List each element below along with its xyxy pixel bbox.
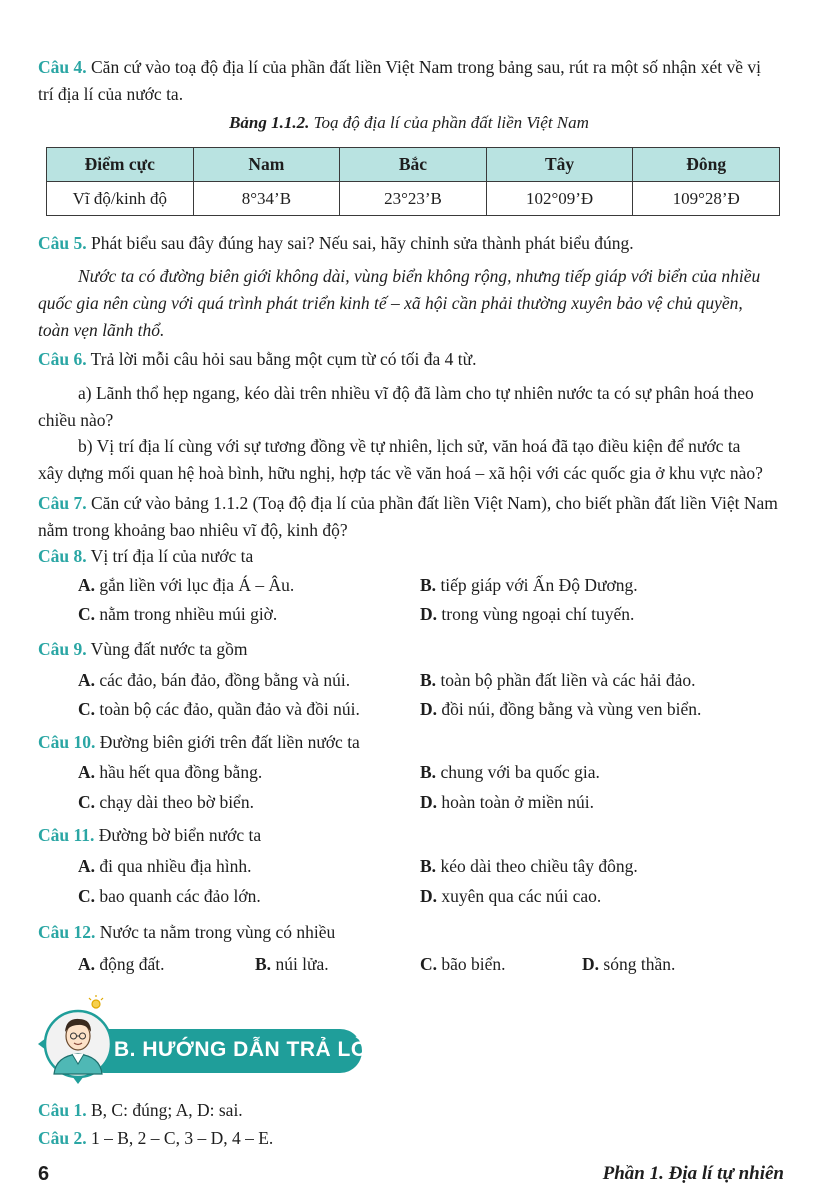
answer-1	[38, 1097, 790, 1124]
option-c[interactable]	[420, 954, 506, 975]
option-letter: B.	[420, 670, 437, 690]
question-text: Vùng đất nước ta gồm	[86, 639, 248, 659]
part-b-line: xây dựng mối quan hệ hoà bình, hữu nghị, hợp tác về văn hoá – xã hội với các quốc gia ở khu vực nào?	[38, 463, 763, 483]
table-cell: 23°23’B	[340, 182, 487, 216]
question-7	[38, 490, 790, 544]
option-c[interactable]	[78, 604, 277, 625]
option-text: kéo dài theo chiều tây đông.	[440, 856, 638, 876]
statement-quote	[38, 263, 798, 344]
option-letter: D.	[420, 792, 438, 812]
option-text: hầu hết qua đồng bằng.	[99, 762, 263, 782]
option-text: toàn bộ các đảo, quần đảo và đồi núi.	[99, 699, 360, 719]
quote-line: Nước ta có đường biên giới không dài, vùng biển không rộng, nhưng tiếp giáp với biển của nhiều	[78, 266, 761, 286]
option-letter: D.	[582, 954, 600, 974]
table-caption	[0, 113, 818, 133]
answer-text: 1 – B, 2 – C, 3 – D, 4 – E.	[86, 1128, 274, 1148]
question-6-part-b	[38, 433, 798, 487]
option-d[interactable]	[582, 954, 675, 975]
option-c[interactable]	[78, 699, 360, 720]
table-cell: 109°28’Đ	[633, 182, 780, 216]
option-b[interactable]	[420, 856, 638, 877]
question-8	[38, 543, 790, 570]
coordinates-table	[46, 147, 780, 216]
part-a-line: a) Lãnh thổ hẹp ngang, kéo dài trên nhiều vĩ độ đã làm cho tự nhiên nước ta có sự phân hoá theo	[78, 383, 754, 403]
option-letter: A.	[78, 575, 96, 595]
quote-line: toàn vẹn lãnh thổ.	[38, 320, 165, 340]
option-text: xuyên qua các núi cao.	[441, 886, 602, 906]
option-b[interactable]	[420, 670, 696, 691]
option-text: núi lửa.	[275, 954, 329, 974]
question-6	[38, 346, 790, 373]
option-text: các đảo, bán đảo, đồng bằng và núi.	[99, 670, 351, 690]
question-number: Câu 6.	[38, 349, 87, 369]
question-number: Câu 8.	[38, 546, 87, 566]
question-text: Căn cứ vào bảng 1.1.2 (Toạ độ địa lí của phần đất liền Việt Nam), cho biết phần đất liền Việt Nam	[86, 493, 778, 513]
question-number: Câu 9.	[38, 639, 87, 659]
question-text-cont: trí địa lí của nước ta.	[38, 84, 184, 104]
table-header-cell: Bắc	[340, 148, 487, 182]
option-text: đồi núi, đồng bằng và vùng ven biển.	[441, 699, 702, 719]
question-12	[38, 919, 790, 946]
question-11	[38, 822, 790, 849]
option-text: tiếp giáp với Ấn Độ Dương.	[440, 575, 638, 595]
option-letter: C.	[78, 792, 96, 812]
option-letter: A.	[78, 670, 96, 690]
question-number: Câu 11.	[38, 825, 95, 845]
question-number: Câu 4.	[38, 57, 87, 77]
option-a[interactable]	[78, 762, 262, 783]
table-header-cell: Điểm cực	[47, 148, 194, 182]
question-number: Câu 12.	[38, 922, 96, 942]
question-text: Trả lời mỗi câu hỏi sau bằng một cụm từ có tối đa 4 từ.	[86, 349, 477, 369]
option-letter: A.	[78, 954, 96, 974]
part-b-line: b) Vị trí địa lí cùng với sự tương đồng về tự nhiên, lịch sử, văn hoá đã tạo điều kiện để nước ta	[78, 436, 741, 456]
option-text: trong vùng ngoại chí tuyến.	[441, 604, 635, 624]
option-text: chạy dài theo bờ biển.	[99, 792, 254, 812]
option-letter: C.	[420, 954, 438, 974]
option-a[interactable]	[78, 575, 294, 596]
option-letter: D.	[420, 604, 438, 624]
option-d[interactable]	[420, 604, 634, 625]
table-header-row	[47, 148, 780, 182]
part-a-line: chiều nào?	[38, 410, 114, 430]
option-letter: D.	[420, 886, 438, 906]
question-number: Câu 10.	[38, 732, 96, 752]
option-letter: B.	[420, 575, 437, 595]
question-text: Đường bờ biển nước ta	[94, 825, 262, 845]
answer-number: Câu 1.	[38, 1100, 87, 1120]
option-a[interactable]	[78, 670, 350, 691]
table-header-cell: Đông	[633, 148, 780, 182]
option-letter: A.	[78, 762, 96, 782]
option-text: gắn liền với lục địa Á – Âu.	[99, 575, 295, 595]
question-4	[38, 54, 790, 108]
option-letter: B.	[420, 856, 437, 876]
question-text: Nước ta nằm trong vùng có nhiều	[95, 922, 336, 942]
option-d[interactable]	[420, 699, 701, 720]
option-a[interactable]	[78, 954, 165, 975]
option-text: bão biển.	[441, 954, 506, 974]
table-row	[47, 182, 780, 216]
option-b[interactable]	[420, 575, 638, 596]
answer-number: Câu 2.	[38, 1128, 87, 1148]
option-b[interactable]	[255, 954, 329, 975]
page-number: 6	[38, 1163, 50, 1185]
table-cell: 102°09’Đ	[486, 182, 633, 216]
option-text: sóng thần.	[603, 954, 676, 974]
table-header-cell: Nam	[193, 148, 340, 182]
question-9	[38, 636, 790, 663]
table-caption-label: Bảng 1.1.2.	[229, 113, 310, 132]
option-c[interactable]	[78, 792, 254, 813]
option-text: toàn bộ phần đất liền và các hải đảo.	[440, 670, 696, 690]
question-10	[38, 729, 790, 756]
question-5	[38, 230, 790, 257]
option-d[interactable]	[420, 886, 601, 907]
table-header-cell: Tây	[486, 148, 633, 182]
footer-section-title: Phần 1. Địa lí tự nhiên	[602, 1163, 784, 1184]
answer-2	[38, 1125, 790, 1152]
question-text: Vị trí địa lí của nước ta	[86, 546, 254, 566]
option-letter: B.	[255, 954, 272, 974]
question-text-cont: nằm trong khoảng bao nhiêu vĩ độ, kinh độ?	[38, 520, 348, 540]
option-text: động đất.	[99, 954, 165, 974]
option-c[interactable]	[78, 886, 261, 907]
option-letter: B.	[420, 762, 437, 782]
quote-line: quốc gia nên cùng với quá trình phát triển kinh tế – xã hội cần phải thường xuyên bảo vệ chủ quyền,	[38, 293, 743, 313]
option-text: chung với ba quốc gia.	[440, 762, 600, 782]
option-letter: D.	[420, 699, 438, 719]
option-letter: C.	[78, 886, 96, 906]
option-text: đi qua nhiều địa hình.	[99, 856, 252, 876]
question-number: Câu 7.	[38, 493, 87, 513]
option-text: hoàn toàn ở miền núi.	[441, 792, 595, 812]
question-text: Phát biểu sau đây đúng hay sai? Nếu sai, hãy chỉnh sửa thành phát biểu đúng.	[86, 233, 634, 253]
option-letter: A.	[78, 856, 96, 876]
question-text: Đường biên giới trên đất liền nước ta	[95, 732, 360, 752]
option-a[interactable]	[78, 856, 252, 877]
teacher-avatar-icon	[34, 994, 126, 1084]
question-6-part-a	[38, 380, 798, 434]
option-text: bao quanh các đảo lớn.	[99, 886, 261, 906]
option-text: nằm trong nhiều múi giờ.	[99, 604, 278, 624]
question-number: Câu 5.	[38, 233, 87, 253]
option-b[interactable]	[420, 762, 600, 783]
option-letter: C.	[78, 699, 96, 719]
table-caption-text: Toạ độ địa lí của phần đất liền Việt Nam	[309, 113, 589, 132]
question-text: Căn cứ vào toạ độ địa lí của phần đất liền Việt Nam trong bảng sau, rút ra một số nhận xét về vị	[86, 57, 762, 77]
answer-text: B, C: đúng; A, D: sai.	[86, 1100, 243, 1120]
table-cell: 8°34’B	[193, 182, 340, 216]
section-title: B. HƯỚNG DẪN TRẢ LỜI	[114, 1038, 376, 1061]
option-d[interactable]	[420, 792, 594, 813]
option-letter: C.	[78, 604, 96, 624]
table-cell: Vĩ độ/kinh độ	[47, 182, 194, 216]
